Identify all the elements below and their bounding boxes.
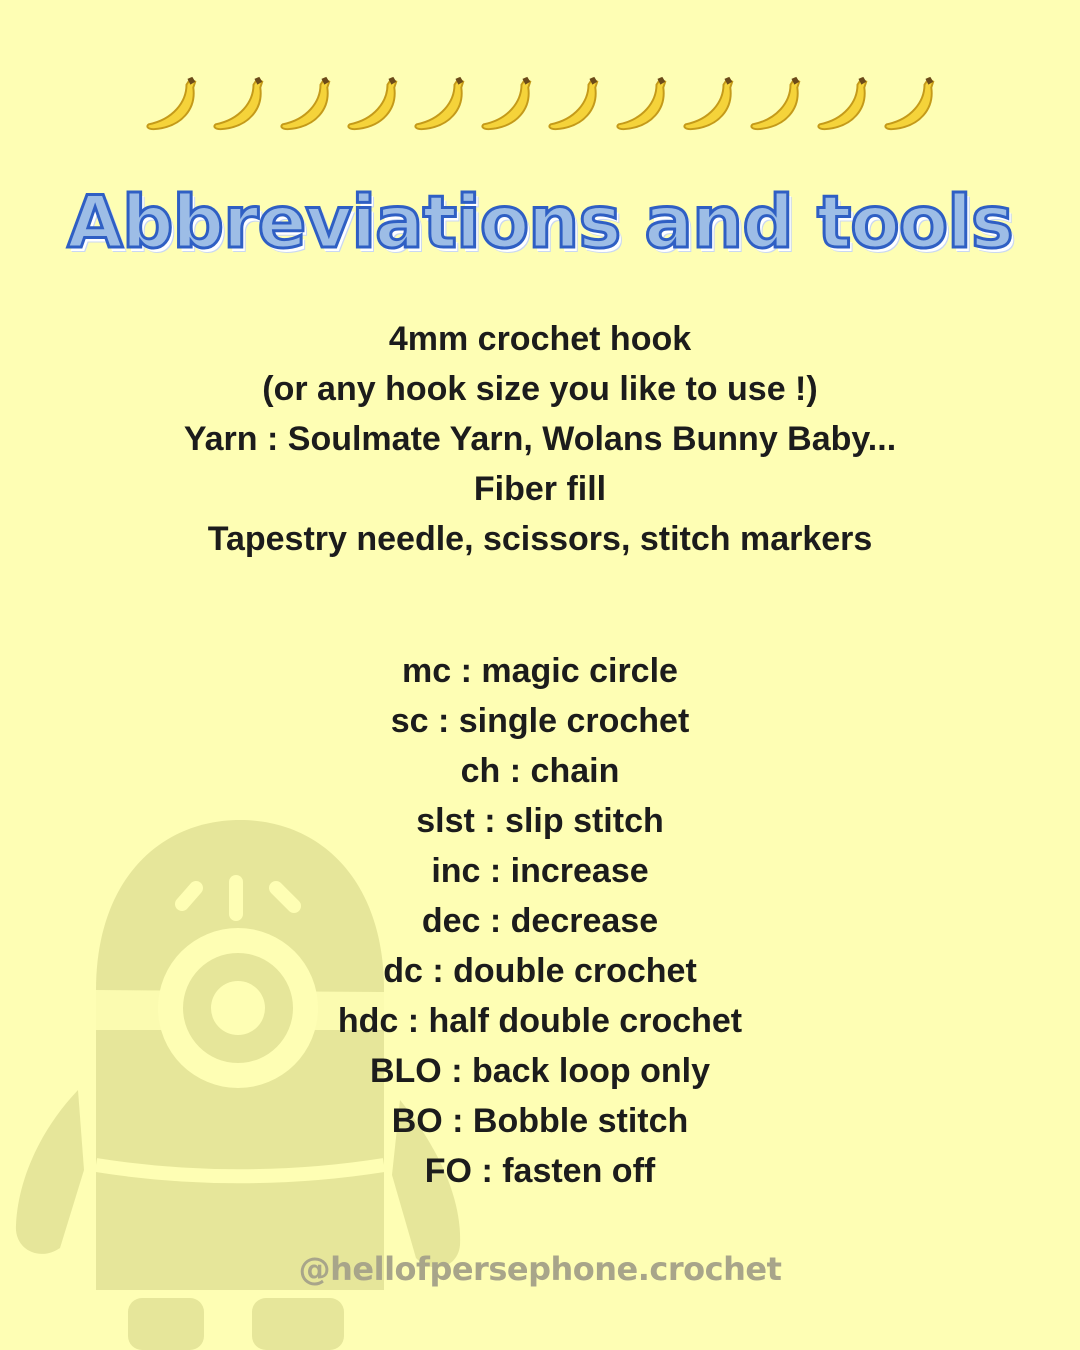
abbreviations-list [0, 646, 1080, 1196]
abbreviation-item: BO : Bobble stitch [391, 1102, 689, 1140]
tool-item: Yarn : Soulmate Yarn, Wolans Bunny Baby... [183, 420, 897, 458]
tool-item: Fiber fill [473, 470, 607, 508]
banana-icon [811, 73, 873, 135]
abbreviation-item: slst : slip stitch [416, 802, 664, 840]
abbreviation-item: dec : decrease [421, 902, 659, 940]
tool-item: 4mm crochet hook [388, 320, 692, 358]
banana-icon [274, 73, 336, 135]
abbreviation-item: mc : magic circle [402, 652, 678, 690]
banana-icon [542, 73, 604, 135]
banana-icon [341, 73, 403, 135]
tools-list [0, 314, 1080, 564]
abbreviation-item: hdc : half double crochet [337, 1002, 743, 1040]
banana-icon [207, 73, 269, 135]
abbreviation-item: sc : single crochet [390, 702, 690, 740]
tool-item: (or any hook size you like to use !) [262, 370, 818, 408]
banana-icon [408, 73, 470, 135]
abbreviation-item: dc : double crochet [383, 952, 697, 990]
banana-icon [744, 73, 806, 135]
banana-icon [475, 73, 537, 135]
abbreviation-item: inc : increase [431, 852, 649, 890]
banana-icon [610, 73, 672, 135]
banana-row [140, 72, 940, 136]
abbreviation-item: BLO : back loop only [369, 1052, 711, 1090]
abbreviation-item: ch : chain [460, 752, 620, 790]
tool-item: Tapestry needle, scissors, stitch markers [207, 520, 873, 558]
banana-icon [878, 73, 940, 135]
banana-icon [140, 73, 202, 135]
abbreviation-item: FO : fasten off [424, 1152, 656, 1190]
banana-icon [677, 73, 739, 135]
social-handle: @hellofpersephone.crochet [298, 1250, 782, 1288]
page-title: Abbreviations and tools [67, 180, 1013, 264]
